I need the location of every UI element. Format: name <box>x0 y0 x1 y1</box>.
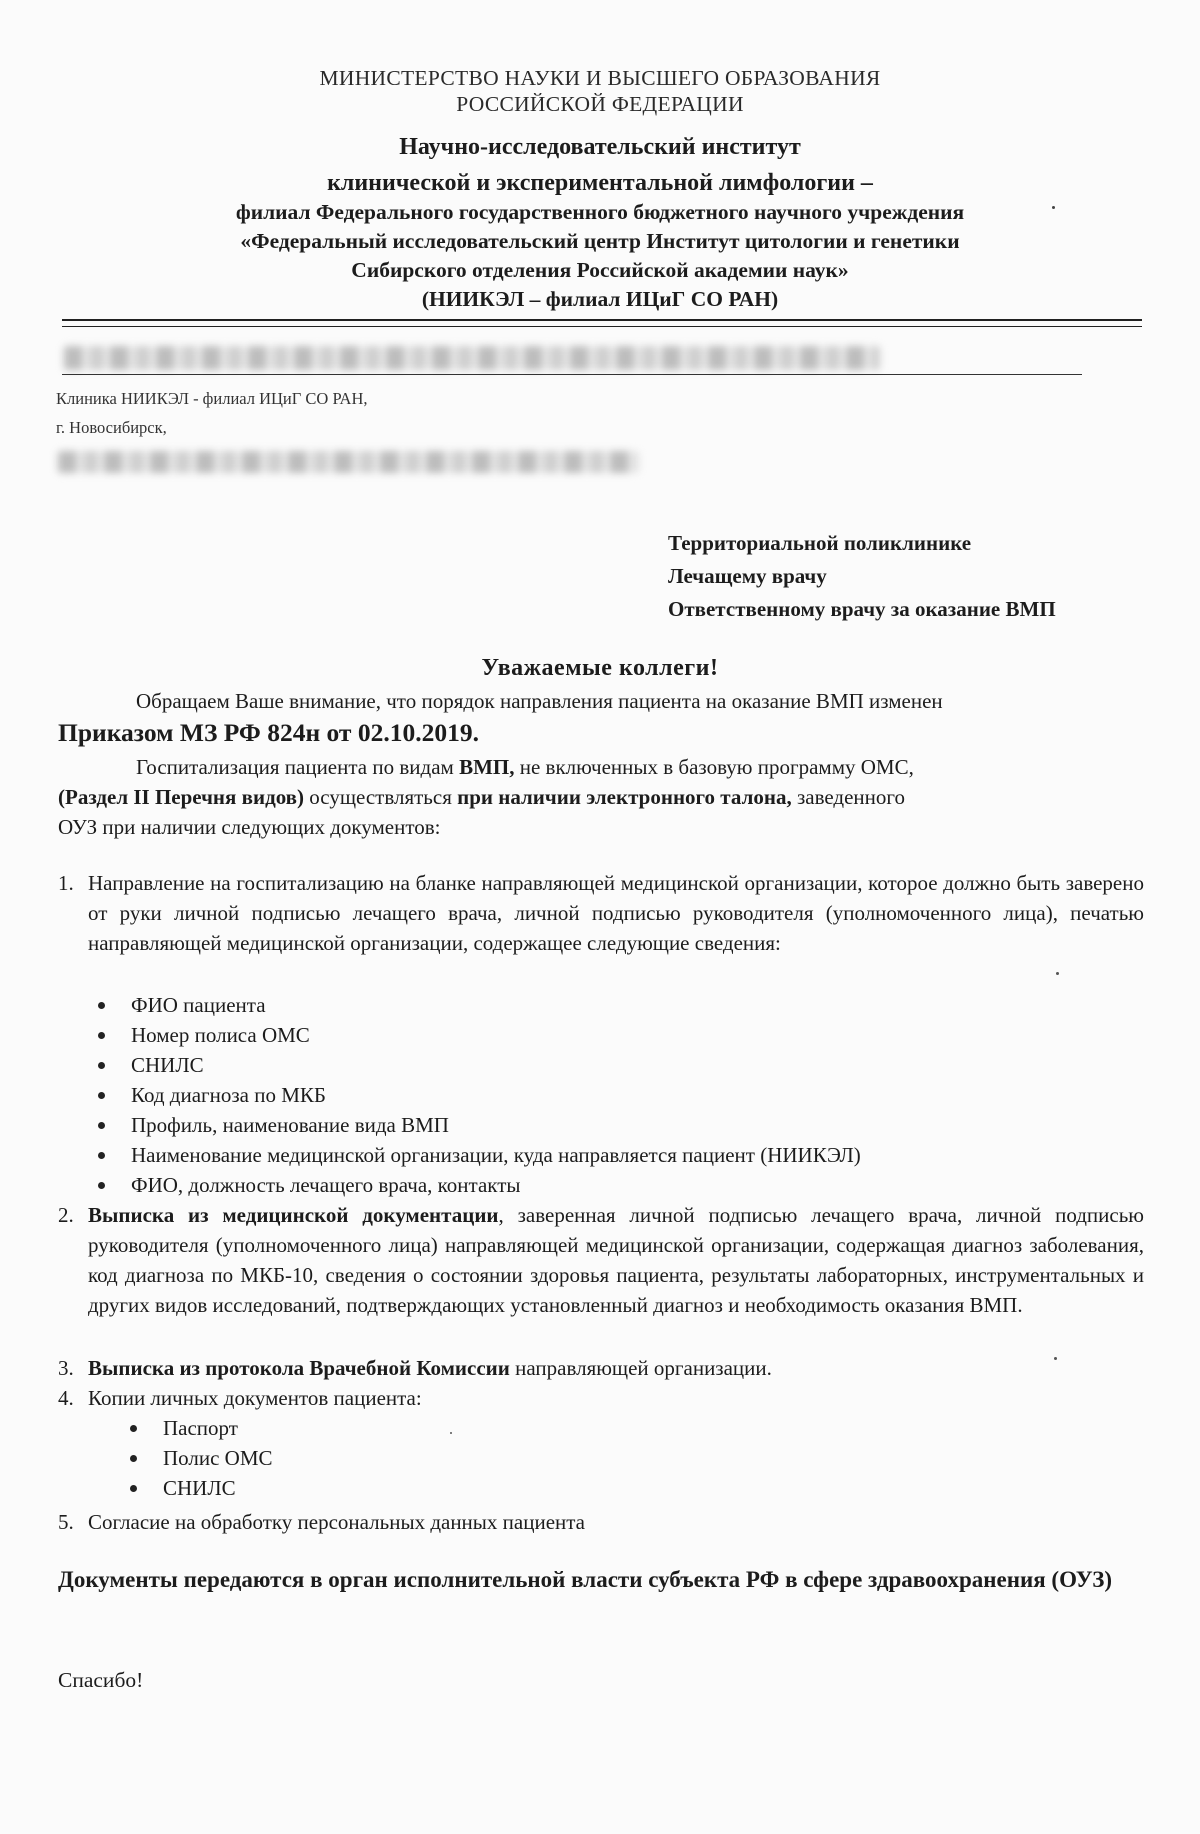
bullet-item <box>98 990 861 1020</box>
bold-span: (Раздел II Перечня видов) <box>58 785 305 809</box>
text-span: Госпитализация пациента по видам <box>136 755 460 779</box>
ministry-line-2: РОССИЙСКОЙ ФЕДЕРАЦИИ <box>456 92 744 116</box>
list-item-2 <box>58 1200 1144 1352</box>
list-number: 3. <box>58 1356 74 1380</box>
bold-span: Выписка из протокола Врачебной Комиссии <box>88 1356 510 1380</box>
bullet-text: Код диагноза по МКБ <box>131 1083 326 1107</box>
institute-name-line-5: Сибирского отделения Российской академии наук» <box>351 258 849 282</box>
header-rule-thick <box>62 319 1142 321</box>
bullet-item <box>130 1443 273 1473</box>
list-number: 4. <box>58 1386 74 1410</box>
scan-speck <box>1056 972 1059 975</box>
bullet-item <box>98 1050 861 1080</box>
bullet-dot <box>98 1092 105 1099</box>
item-1-bullets <box>98 990 861 1200</box>
addressee-item: Лечащему врачу <box>668 564 827 588</box>
list-number: 1. <box>58 871 74 895</box>
sender-city: г. Новосибирск, <box>56 418 167 437</box>
bullet-dot <box>98 1062 105 1069</box>
intro-paragraph-2-line-1 <box>58 752 1144 782</box>
addressee-list <box>668 527 1056 626</box>
bullet-text: Паспорт <box>163 1416 238 1440</box>
text-span: заведенного <box>791 785 905 809</box>
list-item-5 <box>58 1507 1144 1537</box>
redacted-address-line <box>58 451 638 473</box>
bullet-item <box>98 1170 861 1200</box>
bullet-dot <box>98 1122 105 1129</box>
institute-name-line-2: клинической и экспериментальной лимфологии – <box>327 170 873 196</box>
greeting: Уважаемые коллеги! <box>481 655 719 681</box>
list-item-5-text: Согласие на обработку персональных данных пациента <box>88 1510 586 1534</box>
bullet-dot <box>98 1152 105 1159</box>
intro-paragraph-1: Обращаем Ваше внимание, что порядок направления пациента на оказание ВМП изменен <box>136 689 943 713</box>
bullet-item <box>98 1080 861 1110</box>
list-number: 5. <box>58 1510 74 1534</box>
institute-name-line-3: филиал Федерального государственного бюджетного научного учреждения <box>235 200 965 224</box>
redacted-contact-line <box>64 346 880 370</box>
list-item-3-text <box>88 1353 1144 1383</box>
text-span: направляющей организации. <box>509 1356 772 1380</box>
closing-thanks: Спасибо! <box>58 1668 144 1692</box>
ministry-line-1: МИНИСТЕРСТВО НАУКИ И ВЫСШЕГО ОБРАЗОВАНИЯ <box>319 66 881 90</box>
institute-name-line-6: (НИИКЭЛ – филиал ИЦиГ СО РАН) <box>421 287 779 311</box>
bullet-item <box>130 1413 273 1443</box>
bullet-item <box>130 1473 273 1503</box>
institute-name-line-4: «Федеральный исследовательский центр Институт цитологии и генетики <box>240 229 960 253</box>
bold-span: Выписка из медицинской документации <box>88 1203 499 1227</box>
bullet-text: Полис ОМС <box>163 1446 273 1470</box>
bullet-item <box>98 1140 861 1170</box>
list-item-4 <box>58 1383 1144 1413</box>
addressee-item: Территориальной поликлинике <box>668 531 972 555</box>
bullet-text: ФИО пациента <box>131 993 266 1017</box>
list-item-2-text <box>88 1200 1144 1320</box>
bold-span: ВМП, <box>459 755 515 779</box>
bullet-text: ФИО, должность лечащего врача, контакты <box>131 1173 521 1197</box>
bullet-text: Профиль, наименование вида ВМП <box>131 1113 449 1137</box>
scan-speck <box>1052 206 1055 209</box>
bullet-item <box>98 1110 861 1140</box>
bullet-text: Наименование медицинской организации, куда направляется пациент (НИИКЭЛ) <box>131 1143 861 1167</box>
bullet-dot <box>98 1002 105 1009</box>
final-note: Документы передаются в орган исполнительной власти субъекта РФ в сфере здравоохранения (ОУЗ) <box>58 1567 1113 1592</box>
bullet-item <box>98 1020 861 1050</box>
bullet-text: Номер полиса ОМС <box>131 1023 310 1047</box>
text-span: не включенных в базовую программу ОМС, <box>514 755 914 779</box>
list-item-3 <box>58 1353 1144 1383</box>
order-reference: Приказом МЗ РФ 824н от 02.10.2019. <box>58 718 479 747</box>
item-4-bullets <box>130 1413 273 1503</box>
bold-span: при наличии электронного талона, <box>457 785 792 809</box>
addressee-item: Ответственному врачу за оказание ВМП <box>668 597 1056 621</box>
institute-name-line-1: Научно-исследовательский институт <box>399 134 801 160</box>
list-item-1-text: Направление на госпитализацию на бланке направляющей медицинской организации, которое должно быть заверено от руки личной подписью лечащего врача, личной подписью руководителя (уполномоченного лица), печатью направляющей медицинской организации, содержащее следующие сведения: <box>88 871 1144 955</box>
text-span: осуществляться <box>304 785 458 809</box>
bullet-dot <box>130 1425 137 1432</box>
header-rule-thin <box>62 374 1082 375</box>
intro-paragraph-2-line-2 <box>58 782 1144 812</box>
bullet-dot <box>98 1182 105 1189</box>
list-item-4-text: Копии личных документов пациента: <box>88 1386 422 1410</box>
list-item-1 <box>58 868 1144 992</box>
sender-clinic: Клиника НИИКЭЛ - филиал ИЦиГ СО РАН, <box>56 389 368 408</box>
scan-speck <box>450 1432 452 1434</box>
bullet-dot <box>130 1485 137 1492</box>
header-rule-second <box>62 326 1142 327</box>
bullet-dot <box>130 1455 137 1462</box>
bullet-text: СНИЛС <box>163 1476 236 1500</box>
bullet-dot <box>98 1032 105 1039</box>
scan-speck <box>1054 1357 1057 1360</box>
list-number: 2. <box>58 1203 74 1227</box>
intro-paragraph-2-line-3: ОУЗ при наличии следующих документов: <box>58 815 441 839</box>
text-span: , заверенная личной подписью лечащего врача, личной подписью руководителя (уполномоченного лица) направляющей медицинской организации, содержащая диагноз заболевания, код диагноза по МКБ-10, сведения о состоянии здоровья пациента, результаты лабораторных, инструментальных и других видов исследований, подтверждающих установленный диагноз и необходимость оказания ВМП. <box>88 1203 1144 1317</box>
bullet-text: СНИЛС <box>131 1053 204 1077</box>
